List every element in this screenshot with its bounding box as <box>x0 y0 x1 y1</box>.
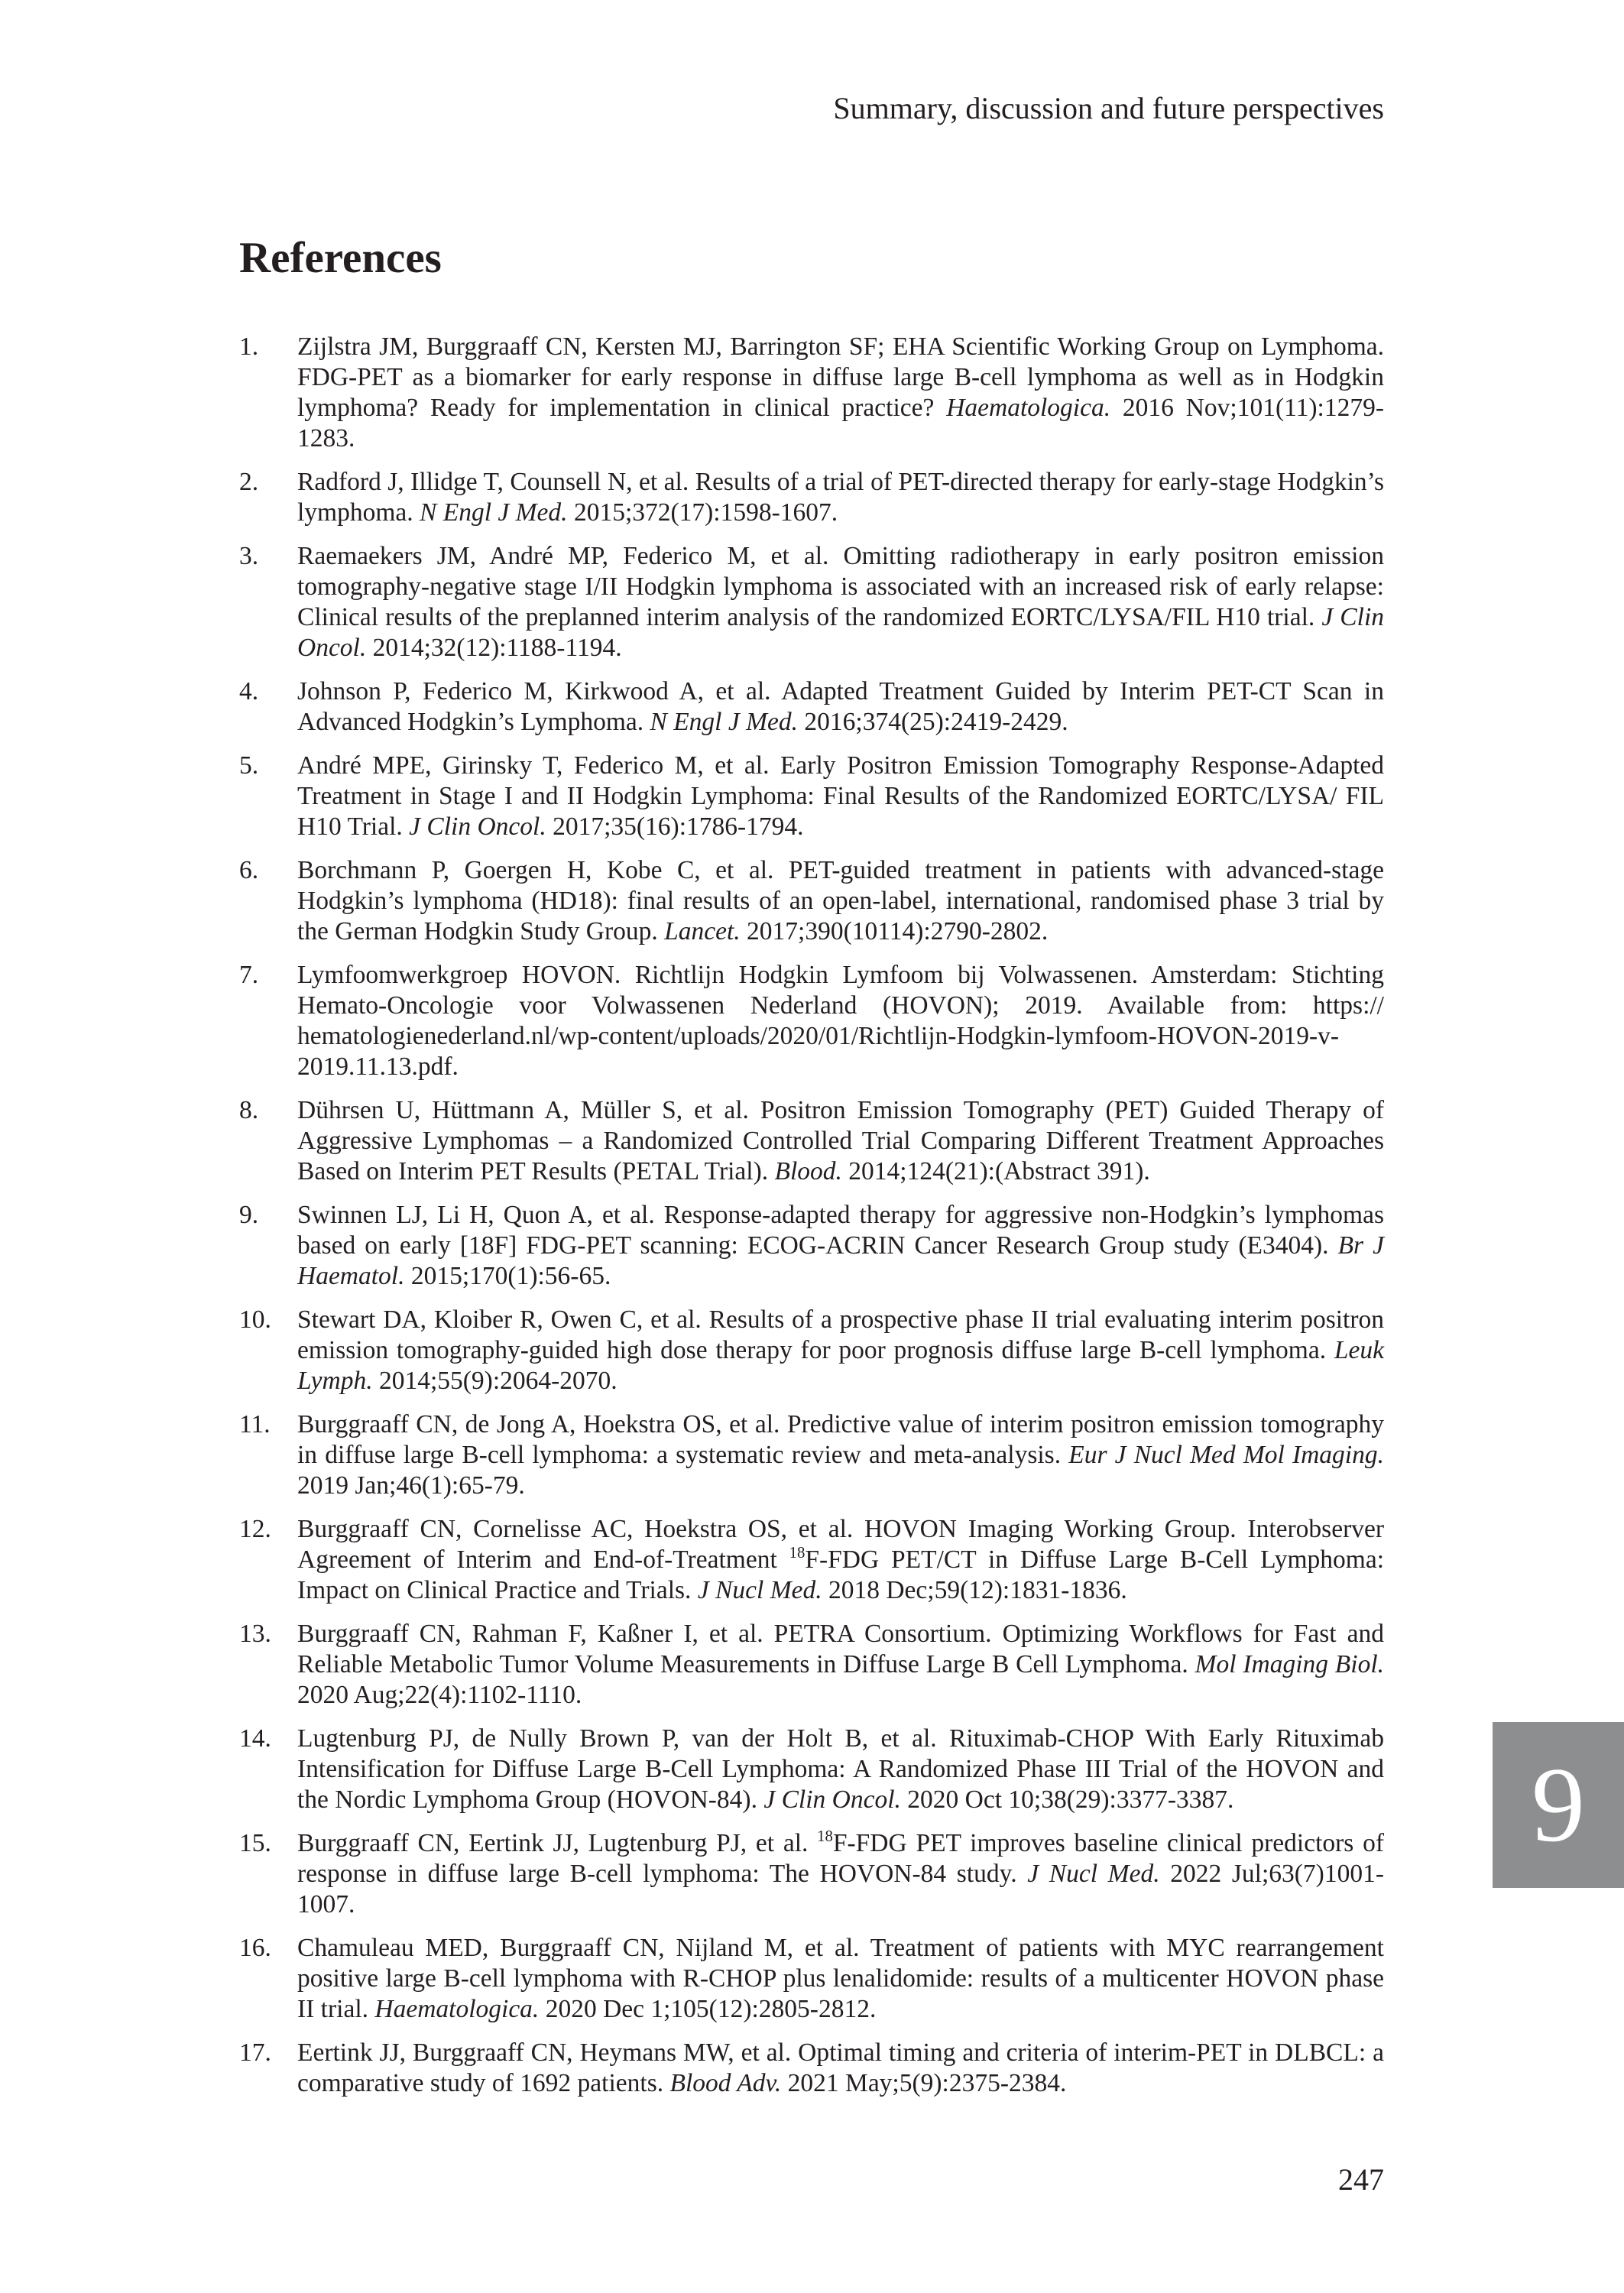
reference-number: 9. <box>239 1201 259 1229</box>
reference-text <box>297 1514 1384 1606</box>
reference-number: 8. <box>239 1096 259 1124</box>
journal-name: J Clin Oncol. <box>409 812 546 841</box>
journal-name: N Engl J Med. <box>650 708 799 736</box>
reference-list <box>239 332 1384 2112</box>
reference-segment: Burggraaff CN, Eertink JJ, Lugtenburg PJ, et al. <box>297 1829 818 1857</box>
reference-segment: Johnson P, Federico M, Kirkwood A, et al. Adapted Treatment Guided by Interim PET-CT Scan in Advanced Hodgkin’s Lymphoma. <box>297 677 1384 736</box>
journal-name: Blood Adv. <box>669 2069 782 2097</box>
reference-number: 5. <box>239 751 259 780</box>
reference-segment: Lymfoomwerkgroep HOVON. Richtlijn Hodgkin Lymfoom bij Volwassenen. Amsterdam: Stichting Hemato-Oncologie voor Volwassenen Nederland (HOVON); 2019. Available from: https:// hematologienederland.nl/wp-content/uploads/2020/01/Richtlijn-Hodgkin-lymfoom-HOVON-2019-v-2019.11.13.pdf. <box>297 961 1384 1081</box>
journal-name: J Nucl Med. <box>1027 1860 1160 1888</box>
reference-segment: Raemaekers JM, André MP, Federico M, et al. Omitting radiotherapy in early positron emission tomography-negative stage I/II Hodgkin lymphoma is associated with an increased risk of early relapse: Clinical results of the preplanned interim analysis of the randomized EORTC/LYSA/FIL H10 trial. <box>297 542 1384 631</box>
reference-segment: 2021 May;5(9):2375-2384. <box>781 2069 1067 2097</box>
journal-name: Leuk Lymph. <box>297 1336 1384 1395</box>
reference-number: 1. <box>239 332 259 361</box>
reference-text <box>297 676 1384 738</box>
reference-segment: Swinnen LJ, Li H, Quon A, et al. Response-adapted therapy for aggressive non-Hodgkin’s lymphomas based on early [18F] FDG-PET scanning: ECOG-ACRIN Cancer Research Group study (E3404). <box>297 1201 1384 1260</box>
journal-name: J Nucl Med. <box>697 1576 822 1604</box>
reference-segment: 2014;55(9):2064-2070. <box>372 1367 618 1395</box>
reference-segment: Chamuleau MED, Burggraaff CN, Nijland M, et al. Treatment of patients with MYC rearrangement positive large B-cell lymphoma with R-CHOP plus lenalidomide: results of a multicenter HOVON phase II trial. <box>297 1934 1384 2023</box>
reference-item <box>239 1095 1384 1187</box>
reference-segment: Eertink JJ, Burggraaff CN, Heymans MW, et al. Optimal timing and criteria of interim-PET in DLBCL: a comparative study of 1692 patients. <box>297 2038 1384 2097</box>
isotope-superscript: 18 <box>817 1828 833 1846</box>
reference-item <box>239 1409 1384 1501</box>
isotope-superscript: 18 <box>789 1544 806 1562</box>
reference-number: 16. <box>239 1934 271 1962</box>
reference-item <box>239 1828 1384 1920</box>
reference-item <box>239 751 1384 842</box>
reference-segment: 2017;390(10114):2790-2802. <box>740 917 1049 945</box>
reference-number: 15. <box>239 1829 271 1857</box>
reference-segment: Stewart DA, Kloiber R, Owen C, et al. Results of a prospective phase II trial evaluating interim positron emission tomography-guided high dose therapy for poor prognosis diffuse large B-cell lymphoma. <box>297 1305 1384 1364</box>
reference-segment: 2022 Jul;63(7)1001-1007. <box>297 1860 1384 1918</box>
reference-segment: 2014;124(21):(Abstract 391). <box>841 1157 1150 1185</box>
reference-segment: Lugtenburg PJ, de Nully Brown P, van der Holt B, et al. Rituximab-CHOP With Early Rituximab Intensification for Diffuse Large B-Cell Lymphoma: A Randomized Phase III Trial of the HOVON and the Nordic Lymphoma Group (HOVON-84). <box>297 1724 1384 1814</box>
reference-segment: 2015;372(17):1598-1607. <box>567 498 838 527</box>
reference-segment: 2019 Jan;46(1):65-79. <box>297 1471 525 1500</box>
reference-item <box>239 332 1384 454</box>
reference-text <box>297 1200 1384 1292</box>
journal-name: Haematologica. <box>374 1995 540 2023</box>
section-title: References <box>239 234 442 282</box>
reference-item <box>239 1200 1384 1292</box>
reference-text <box>297 1305 1384 1396</box>
reference-text <box>297 960 1384 1082</box>
reference-segment: 2020 Dec 1;105(12):2805-2812. <box>539 1995 877 2023</box>
journal-name: Eur J Nucl Med Mol Imaging. <box>1068 1441 1384 1469</box>
reference-text <box>297 855 1384 947</box>
reference-item <box>239 960 1384 1082</box>
journal-name: N Engl J Med. <box>420 498 568 527</box>
reference-number: 4. <box>239 677 259 705</box>
journal-name: J Clin Oncol. <box>763 1785 901 1814</box>
reference-text <box>297 1933 1384 2025</box>
reference-item <box>239 1933 1384 2025</box>
reference-text <box>297 1409 1384 1501</box>
reference-segment: Dührsen U, Hüttmann A, Müller S, et al. Positron Emission Tomography (PET) Guided Therapy of Aggressive Lymphomas – a Randomized Controlled Trial Comparing Different Treatment Approaches Based on Interim PET Results (PETAL Trial). <box>297 1096 1384 1185</box>
reference-segment: 2014;32(12):1188-1194. <box>366 634 622 662</box>
reference-number: 3. <box>239 542 259 570</box>
reference-number: 11. <box>239 1410 271 1438</box>
reference-segment: 2020 Oct 10;38(29):3377-3387. <box>900 1785 1234 1814</box>
reference-segment: F-FDG PET/CT in Diffuse Large B-Cell Lymphoma: Impact on Clinical Practice and Trials. <box>297 1545 1384 1604</box>
page-number: 247 <box>1338 2162 1384 2197</box>
journal-name: J Clin Oncol. <box>297 603 1385 662</box>
reference-segment: 2016 Nov;101(11):1279-1283. <box>297 394 1384 452</box>
reference-segment: 2017;35(16):1786-1794. <box>546 812 804 841</box>
reference-item <box>239 1619 1384 1711</box>
reference-text <box>297 1724 1384 1815</box>
reference-item <box>239 541 1384 663</box>
reference-item <box>239 855 1384 947</box>
reference-segment: Burggraaff CN, de Jong A, Hoekstra OS, et al. Predictive value of interim positron emission tomography in diffuse large B-cell lymphoma: a systematic review and meta-analysis. <box>297 1410 1384 1469</box>
running-header: Summary, discussion and future perspectives <box>833 91 1384 125</box>
reference-item <box>239 1305 1384 1396</box>
chapter-number: 9 <box>1532 1746 1585 1864</box>
reference-number: 17. <box>239 2038 271 2067</box>
chapter-tab <box>1493 1722 1624 1888</box>
reference-number: 12. <box>239 1515 271 1543</box>
reference-text <box>297 2038 1384 2099</box>
reference-number: 2. <box>239 468 259 496</box>
reference-segment: 2015;170(1):56-65. <box>404 1262 611 1290</box>
journal-name: Br J Haematol. <box>297 1231 1384 1290</box>
reference-segment: Burggraaff CN, Cornelisse AC, Hoekstra OS, et al. HOVON Imaging Working Group. Interobserver Agreement of Interim and End-of-Treatment <box>297 1515 1384 1574</box>
reference-segment: Radford J, Illidge T, Counsell N, et al. Results of a trial of PET-directed therapy for early-stage Hodgkin’s lymphoma. <box>297 468 1384 527</box>
reference-item <box>239 676 1384 738</box>
reference-segment: 2020 Aug;22(4):1102-1110. <box>297 1681 582 1709</box>
reference-item <box>239 1514 1384 1606</box>
reference-text <box>297 541 1384 663</box>
reference-segment: André MPE, Girinsky T, Federico M, et al. Early Positron Emission Tomography Response-Adapted Treatment in Stage I and II Hodgkin Lymphoma: Final Results of the Randomized EORTC/LYSA/ FIL H10 Trial. <box>297 751 1384 841</box>
reference-text <box>297 751 1384 842</box>
reference-segment: Burggraaff CN, Rahman F, Kaßner I, et al. PETRA Consortium. Optimizing Workflows for Fast and Reliable Metabolic Tumor Volume Measurements in Diffuse Large B Cell Lymphoma. <box>297 1620 1384 1678</box>
reference-item <box>239 1724 1384 1815</box>
reference-segment: F-FDG PET improves baseline clinical predictors of response in diffuse large B-cell lymphoma: The HOVON-84 study. <box>297 1829 1384 1888</box>
reference-text <box>297 1619 1384 1711</box>
reference-text <box>297 1095 1384 1187</box>
journal-name: Blood. <box>774 1157 842 1185</box>
reference-number: 13. <box>239 1620 271 1648</box>
reference-text <box>297 1828 1384 1920</box>
reference-segment: 2016;374(25):2419-2429. <box>798 708 1068 736</box>
reference-number: 10. <box>239 1305 271 1334</box>
reference-segment: Zijlstra JM, Burggraaff CN, Kersten MJ, Barrington SF; EHA Scientific Working Group on Lymphoma. FDG-PET as a biomarker for early response in diffuse large B-cell lymphoma as well as in Hodgkin lymphoma? Ready for implementation in clinical practice? <box>297 332 1384 422</box>
reference-segment: 2018 Dec;59(12):1831-1836. <box>822 1576 1127 1604</box>
reference-number: 7. <box>239 961 259 989</box>
journal-name: Mol Imaging Biol. <box>1194 1650 1385 1678</box>
reference-segment: Borchmann P, Goergen H, Kobe C, et al. PET-guided treatment in patients with advanced-stage Hodgkin’s lymphoma (HD18): final results of an open-label, international, randomised phase 3 trial by the German Hodgkin Study Group. <box>297 856 1384 945</box>
reference-item <box>239 467 1384 528</box>
reference-number: 6. <box>239 856 259 884</box>
reference-number: 14. <box>239 1724 271 1753</box>
journal-name: Lancet. <box>664 917 741 945</box>
reference-text <box>297 332 1384 454</box>
reference-item <box>239 2038 1384 2099</box>
reference-text <box>297 467 1384 528</box>
journal-name: Haematologica. <box>946 394 1111 422</box>
